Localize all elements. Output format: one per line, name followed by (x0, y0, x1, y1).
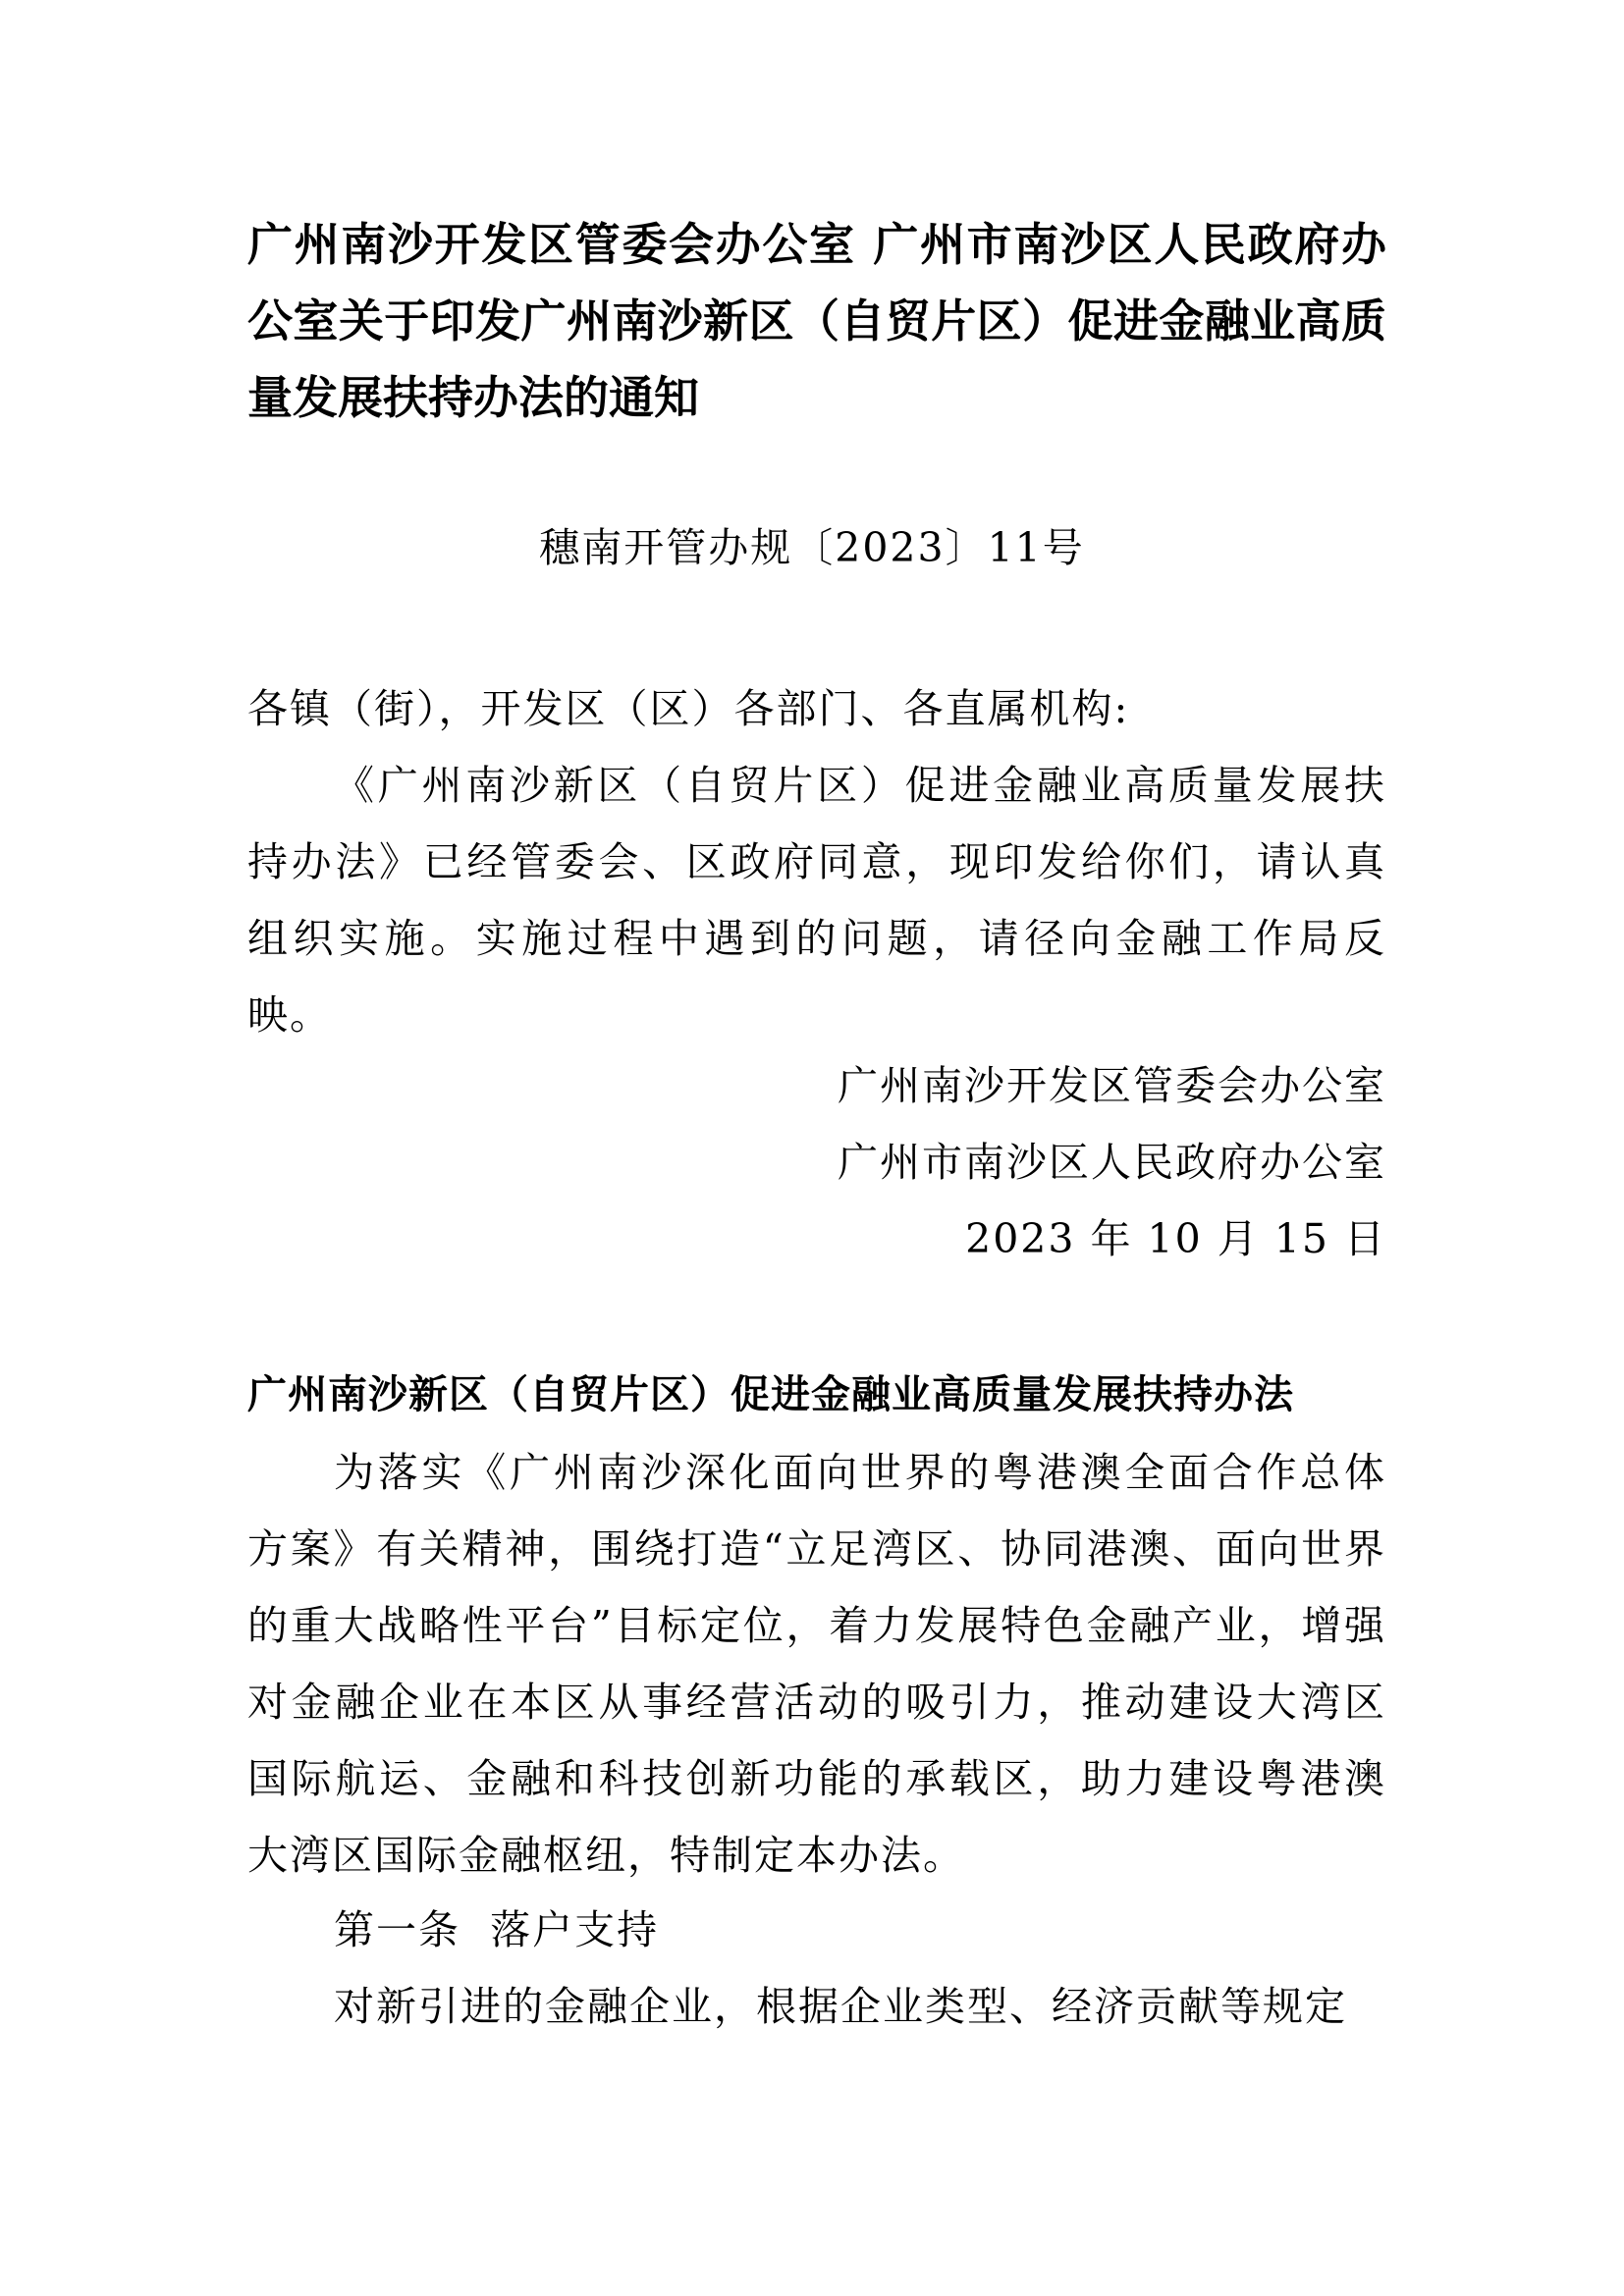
signature-org-1: 广州南沙开发区管委会办公室 (838, 1062, 1386, 1109)
signature-date: 2023 年 10 月 15 日 (965, 1215, 1386, 1262)
document-title: 广州南沙开发区管委会办公室 广州市南沙区人民政府办公室关于印发广州南沙新区（自贸片区）促进金融业高质量发展扶持办法的通知 (247, 218, 1386, 424)
signature-org-2: 广州市南沙区人民政府办公室 (838, 1139, 1386, 1186)
measures-title: 广州南沙新区（自贸片区）促进金融业高质量发展扶持办法 (247, 1372, 1294, 1417)
intro-paragraph: 为落实《广州南沙深化面向世界的粤港澳全面合作总体方案》有关精神，围绕打造“立足湾区、协同港澳、面向世界的重大战略性平台”目标定位，着力发展特色金融产业，增强对金融企业在本区从事经营活动的吸引力，推动建设大湾区国际航运、金融和科技创新功能的承载区，助力建设粤港澳大湾区国际金融枢纽，特制定本办法。 (247, 1449, 1386, 1879)
salutation: 各镇（街），开发区（区）各部门、各直属机构: (247, 685, 1130, 732)
document-number: 穗南开管办规〔2023〕11号 (539, 524, 1085, 571)
article-1-text: 对新引进的金融企业，根据企业类型、经济贡献等规定 (334, 1983, 1347, 2030)
signature-block (838, 1047, 1386, 1277)
notice-paragraph: 《广州南沙新区（自贸片区）促进金融业高质量发展扶持办法》已经管委会、区政府同意，现印发给你们，请认真组织实施。实施过程中遇到的问题，请径向金融工作局反映。 (247, 762, 1386, 1039)
article-1-heading: 第一条 落户支持 (334, 1906, 660, 1953)
